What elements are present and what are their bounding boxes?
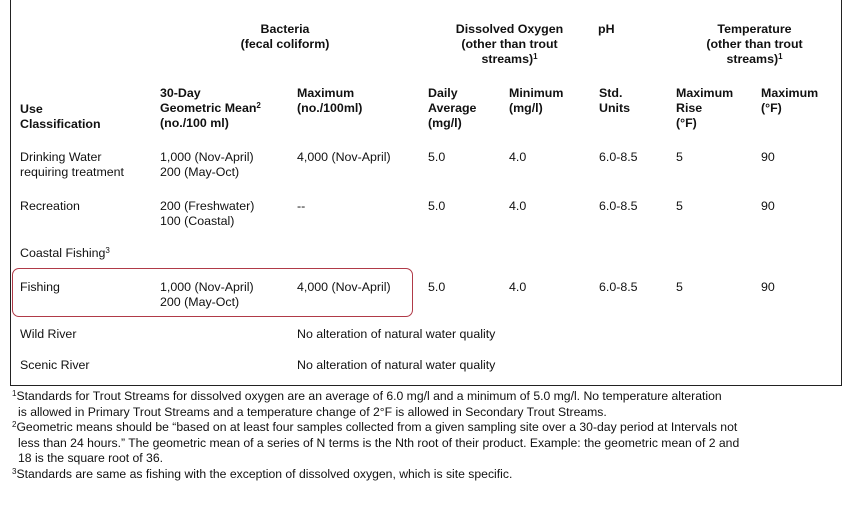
col-header-std-line1: Std. (599, 86, 623, 100)
group-header-bacteria (200, 22, 370, 52)
table-row-drinking-use (20, 150, 124, 180)
table-cell-maximum: 4,000 (Nov-April) (297, 280, 391, 294)
col-header-geomean-line3: (no./100 ml) (160, 116, 229, 130)
col-header-daily-line3: (mg/l) (428, 116, 462, 130)
col-header-geomean-line1: 30-Day (160, 86, 201, 100)
col-header-rise-line1: Maximum (676, 86, 734, 100)
col-header-maxtemp-line2: (°F) (761, 101, 782, 115)
table-cell-maximum: -- (297, 199, 306, 213)
table-row-recreation-use: Recreation (20, 199, 80, 213)
col-header-geomean (160, 86, 261, 131)
table-cell-geomean (160, 280, 254, 310)
cell-text: requiring treatment (20, 165, 124, 179)
footnote-2-line2: less than 24 hours.” The geometric mean of a series of N terms is the Nth root of their product. Example: the geometric mean of 2 and (18, 435, 740, 450)
col-header-daily-line1: Daily (428, 86, 458, 100)
group-header-temperature (672, 22, 837, 67)
table-row-scenic-use: Scenic River (20, 358, 90, 372)
table-cell-temp: 90 (761, 150, 775, 164)
table-cell-scenic-note: No alteration of natural water quality (297, 358, 496, 372)
table-cell-ph: 6.0-8.5 (599, 199, 638, 213)
table-cell-maximum: 4,000 (Nov-April) (297, 150, 391, 164)
col-header-minimum-line1: Minimum (509, 86, 564, 100)
group-header-ph: pH (598, 22, 615, 36)
col-header-maximum-line2: (no./100ml) (297, 101, 363, 115)
group-header-temperature-line1: Temperature (717, 22, 792, 36)
table-cell-geomean (160, 199, 254, 229)
footnote-text: Standards for Trout Streams for dissolved oxygen are an average of 6.0 mg/l and a minimum of 5.0 mg/l. No temperature alteration (16, 389, 722, 403)
group-header-oxygen-line2: (other than trout (461, 37, 558, 51)
cell-text: 1,000 (Nov-April) (160, 150, 254, 164)
cell-text: 200 (May-Oct) (160, 295, 240, 309)
table-cell-temp: 90 (761, 199, 775, 213)
table-cell-minimum: 4.0 (509, 199, 527, 213)
table-cell-daily: 5.0 (428, 280, 446, 294)
group-header-bacteria-line2: (fecal coliform) (240, 37, 330, 51)
footnote-2-line1 (12, 420, 844, 436)
table-row-fishing-use: Fishing (20, 280, 60, 294)
table-cell-wild-note: No alteration of natural water quality (297, 327, 496, 341)
col-header-maxtemp-line1: Maximum (761, 86, 819, 100)
cell-text: Drinking Water (20, 150, 102, 164)
group-header-oxygen-line3-text: streams) (481, 52, 534, 66)
table-cell-rise: 5 (676, 199, 683, 213)
footnotes (12, 389, 844, 482)
table-cell-minimum: 4.0 (509, 150, 527, 164)
col-header-daily (428, 86, 476, 131)
col-header-minimum (509, 86, 563, 116)
table-row-wild-use: Wild River (20, 327, 77, 341)
table-cell-geomean (160, 150, 254, 180)
footnote-1 (12, 389, 844, 420)
footnote-ref-1: 1 (533, 52, 538, 61)
table-cell-ph: 6.0-8.5 (599, 150, 638, 164)
cell-text: 1,000 (Nov-April) (160, 280, 254, 294)
group-header-oxygen-line1: Dissolved Oxygen (455, 22, 564, 36)
table-row-coastal-use (20, 246, 110, 261)
col-header-geomean-line2-text: Geometric Mean (160, 101, 257, 115)
col-header-minimum-line2: (mg/l) (509, 101, 543, 115)
group-header-oxygen (427, 22, 592, 67)
footnote-text: Standards are same as fishing with the exception of dissolved oxygen, which is site specific. (16, 466, 513, 481)
col-header-use-line1: Use (20, 102, 43, 116)
footnote-1-line1 (12, 389, 844, 405)
footnote-marker: 3 (12, 466, 17, 476)
table-cell-rise: 5 (676, 280, 683, 294)
col-header-use-line2: Classification (20, 117, 101, 131)
table-cell-daily: 5.0 (428, 150, 446, 164)
group-header-bacteria-line1: Bacteria (260, 22, 310, 36)
footnote-1-line2: is allowed in Primary Trout Streams and a temperature change of 2°F is allowed in Secondary Trout Streams. (18, 404, 607, 419)
table-cell-temp: 90 (761, 280, 775, 294)
footnote-2-line3: 18 is the square root of 36. (18, 451, 163, 465)
col-header-use (20, 102, 101, 132)
cell-text: Coastal Fishing (20, 246, 106, 260)
table-cell-rise: 5 (676, 150, 683, 164)
group-header-temperature-line2: (other than trout (706, 37, 803, 51)
footnote-3-line1 (12, 467, 844, 483)
footnote-marker: 2 (12, 420, 17, 429)
table-cell-daily: 5.0 (428, 199, 446, 213)
table-cell-ph: 6.0-8.5 (599, 280, 638, 294)
cell-text: 200 (Freshwater) (160, 199, 255, 213)
footnote-ref-1b: 1 (778, 52, 783, 61)
col-header-maximum-line1: Maximum (297, 86, 355, 100)
cell-text: 200 (May-Oct) (160, 165, 240, 179)
footnote-2 (12, 420, 844, 467)
group-header-oxygen-line3 (427, 52, 592, 67)
col-header-max-rise (676, 86, 733, 131)
footnote-3 (12, 467, 844, 483)
group-header-temperature-line3-text: streams) (726, 52, 779, 66)
footnote-marker: 1 (12, 389, 17, 398)
cell-text: 100 (Coastal) (160, 214, 235, 228)
col-header-geomean-line2 (160, 101, 261, 116)
col-header-maximum (297, 86, 362, 116)
col-header-rise-line3: (°F) (676, 116, 697, 130)
table-cell-minimum: 4.0 (509, 280, 527, 294)
footnote-ref-3: 3 (105, 246, 110, 255)
col-header-max-temp (761, 86, 818, 116)
col-header-rise-line2: Rise (676, 101, 703, 115)
group-header-temperature-line3 (672, 52, 837, 67)
footnote-ref-2: 2 (256, 101, 261, 110)
col-header-daily-line2: Average (428, 101, 477, 115)
col-header-std-units (599, 86, 630, 116)
footnote-text: Geometric means should be “based on at least four samples collected from a given sampling site over a 30-day period at Intervals not (16, 420, 738, 434)
col-header-std-line2: Units (599, 101, 630, 115)
